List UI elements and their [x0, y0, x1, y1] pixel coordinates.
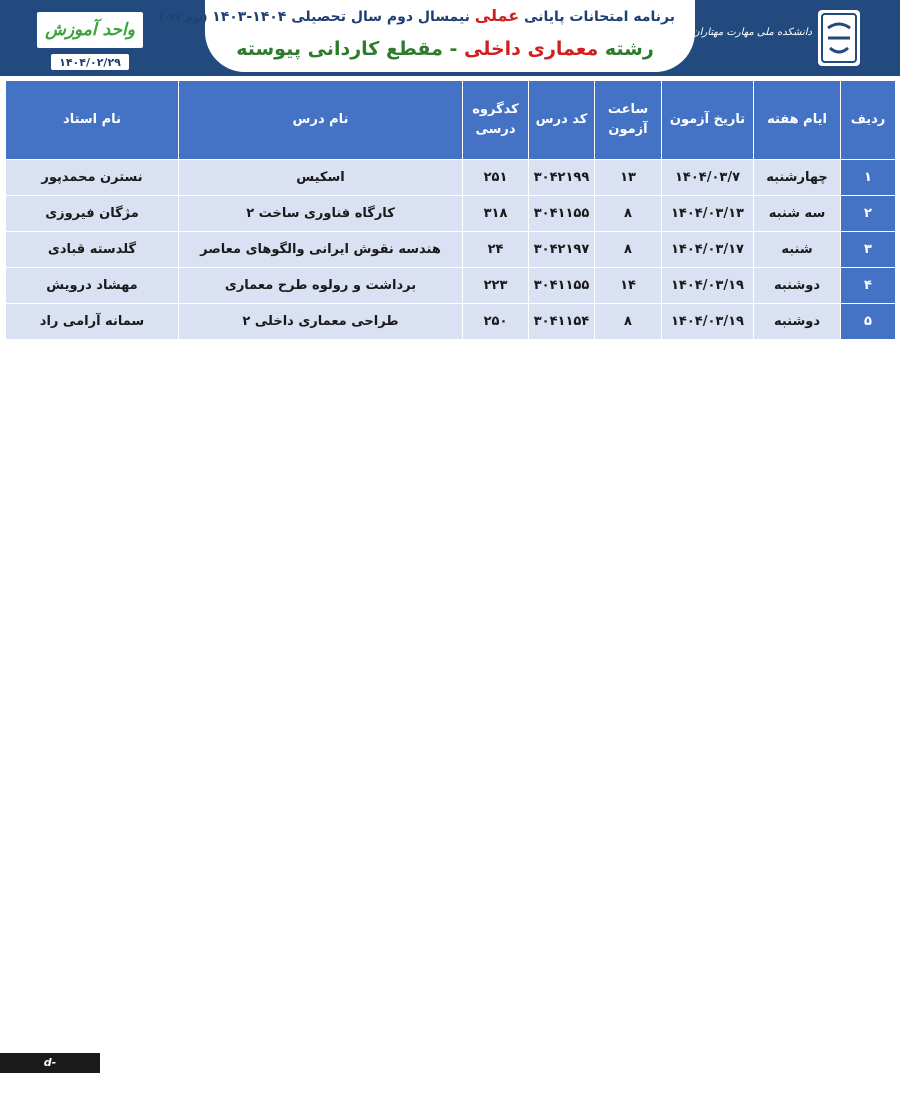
cell-instructor-name: مهشاد درویش	[6, 268, 179, 304]
cell-course-code: ۳۰۴۲۱۹۷	[529, 232, 595, 268]
program-title-part2: - مقطع کاردانی پیوسته	[236, 38, 458, 60]
cell-instructor-name: مژگان فیروزی	[6, 196, 179, 232]
cell-row-number: ۴	[841, 268, 896, 304]
exam-title-highlight: عملی	[474, 6, 520, 25]
cell-instructor-name: گلدسته قبادی	[6, 232, 179, 268]
cell-course-name: برداشت و رولوه طرح معماری	[179, 268, 463, 304]
cell-course-name: هندسه نقوش ایرانی والگوهای معاصر	[179, 232, 463, 268]
university-name: دانشکده ملی مهارت مهتاران بابل	[672, 27, 812, 38]
program-title-highlight: معماری داخلی	[464, 38, 599, 60]
table-header-row	[6, 81, 896, 160]
cell-exam-date: ۱۴۰۴/۰۳/۱۹	[662, 304, 754, 340]
cell-course-group-code: ۳۱۸	[463, 196, 529, 232]
cell-exam-time: ۱۳	[595, 160, 662, 196]
table-row	[6, 268, 896, 304]
cell-exam-date: ۱۴۰۴/۰۳/۱۹	[662, 268, 754, 304]
education-unit-badge	[35, 10, 145, 50]
cell-course-group-code: ۲۵۰	[463, 304, 529, 340]
exam-schedule-table	[5, 80, 896, 340]
cell-instructor-name: سمانه آرامی راد	[6, 304, 179, 340]
cell-course-name: طراحی معماری داخلی ۲	[179, 304, 463, 340]
university-logo-icon	[818, 10, 860, 66]
cell-course-group-code: ۲۲۳	[463, 268, 529, 304]
exam-title-part1: برنامه امتحانات پایانی	[524, 9, 675, 25]
header-exam-time: ساعت آزمون	[595, 81, 662, 160]
header-course-group-code: کدگروه درسی	[463, 81, 529, 160]
cell-course-code: ۳۰۴۱۱۵۴	[529, 304, 595, 340]
header-course-name: نام درس	[179, 81, 463, 160]
cell-row-number: ۳	[841, 232, 896, 268]
cell-course-code: ۳۰۴۱۱۵۵	[529, 268, 595, 304]
program-title-part1: رشته	[604, 38, 654, 60]
cell-exam-time: ۸	[595, 304, 662, 340]
header-course-code: کد درس	[529, 81, 595, 160]
exam-title-part2: نیمسال دوم سال تحصیلی ۱۴۰۴-۱۴۰۳	[212, 9, 470, 25]
cell-weekday: سه شنبه	[754, 196, 841, 232]
header-weekday: ایام هفته	[754, 81, 841, 160]
cell-course-name: اسکیس	[179, 160, 463, 196]
table-row	[6, 232, 896, 268]
cell-row-number: ۵	[841, 304, 896, 340]
cell-row-number: ۲	[841, 196, 896, 232]
education-unit-label: واحد آموزش	[45, 20, 135, 40]
program-title	[205, 38, 685, 60]
exam-title-term: (ترم ۰۳۲)	[159, 13, 208, 24]
cell-course-code: ۳۰۴۱۱۵۵	[529, 196, 595, 232]
table-row	[6, 304, 896, 340]
publish-date: ۱۴۰۴/۰۲/۲۹	[50, 53, 130, 71]
cell-instructor-name: نسترن محمدپور	[6, 160, 179, 196]
cell-exam-time: ۸	[595, 232, 662, 268]
cell-weekday: چهارشنبه	[754, 160, 841, 196]
cell-course-code: ۳۰۴۲۱۹۹	[529, 160, 595, 196]
site-address-link[interactable]: d-babol.nus.ac.ir	[0, 1053, 100, 1073]
cell-course-group-code: ۲۴	[463, 232, 529, 268]
table-row	[6, 160, 896, 196]
header-row-number: ردیف	[841, 81, 896, 160]
header-exam-date: تاریخ آزمون	[662, 81, 754, 160]
cell-exam-date: ۱۴۰۴/۰۳/۷	[662, 160, 754, 196]
cell-weekday: دوشنبه	[754, 304, 841, 340]
cell-weekday: شنبه	[754, 232, 841, 268]
header-instructor-name: نام استاد	[6, 81, 179, 160]
cell-exam-date: ۱۴۰۴/۰۳/۱۳	[662, 196, 754, 232]
cell-exam-time: ۸	[595, 196, 662, 232]
cell-course-name: کارگاه فناوری ساخت ۲	[179, 196, 463, 232]
cell-weekday: دوشنبه	[754, 268, 841, 304]
cell-row-number: ۱	[841, 160, 896, 196]
cell-exam-date: ۱۴۰۴/۰۳/۱۷	[662, 232, 754, 268]
exam-title	[159, 6, 675, 25]
cell-course-group-code: ۲۵۱	[463, 160, 529, 196]
table-row	[6, 196, 896, 232]
cell-exam-time: ۱۴	[595, 268, 662, 304]
